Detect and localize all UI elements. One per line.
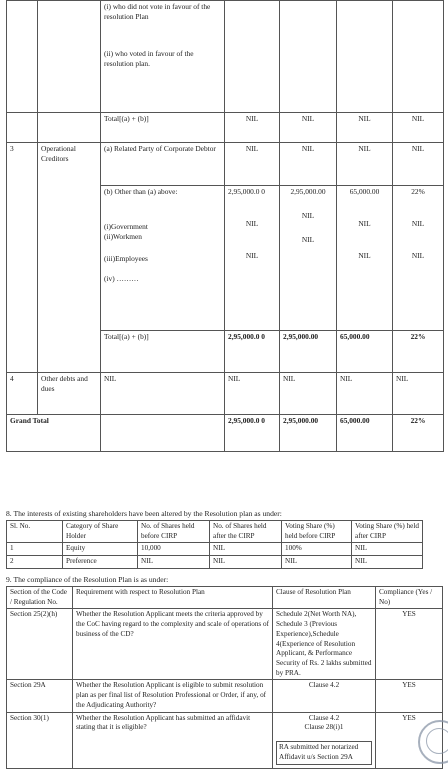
cell: NIL <box>393 113 444 143</box>
compliance-cell: YES <box>376 680 443 712</box>
table-row <box>7 186 444 331</box>
requirement-cell: Whether the Resolution Applicant has submitted an affidavit stating that it is eligible? <box>73 712 273 768</box>
table-row <box>7 143 444 186</box>
table-row <box>7 113 444 143</box>
table-row <box>7 1 444 113</box>
column-header: No. of Shares held before CIRP <box>138 521 210 543</box>
who-voted: (ii) who voted in favour of the resolution plan. <box>104 48 194 68</box>
cell: 100% <box>282 543 352 556</box>
clause-cell: Clause 4.2 <box>273 680 376 712</box>
cell: 2 <box>7 556 63 569</box>
cell: NIL <box>282 556 352 569</box>
grand-total-label: Grand Total <box>7 415 101 452</box>
seal-inner-ring <box>426 728 448 754</box>
table-row <box>7 543 423 556</box>
table-row <box>7 712 443 768</box>
column-header: Category of Share Holder <box>63 521 138 543</box>
grand-total-row <box>7 415 444 452</box>
cell: 2,95,000.0 0 <box>228 187 265 196</box>
cell: NIL <box>358 250 371 260</box>
cell: 2,95,000.0 0 <box>225 415 280 452</box>
sl-number: 4 <box>7 373 38 415</box>
cell: 22% <box>393 331 444 373</box>
table-header-row <box>7 521 423 543</box>
compliance-cell: YES <box>376 609 443 680</box>
shareholders-table <box>6 520 423 569</box>
cell: NIL <box>393 143 444 186</box>
cell: NIL <box>280 143 337 186</box>
column-header: Voting Share (%) held before CIRP <box>282 521 352 543</box>
creditors-table <box>6 0 444 452</box>
cell: 65,000.00 <box>349 187 380 196</box>
sub-item: (i)Government <box>104 221 148 231</box>
related-party-label: (a) Related Party of Corporate Debtor <box>101 143 225 186</box>
section-cell: Section 30(1) <box>7 712 73 768</box>
cell: NIL <box>210 556 282 569</box>
cell: NIL <box>301 234 315 244</box>
cell: NIL <box>337 143 393 186</box>
table-row <box>7 331 444 373</box>
table-row <box>7 680 443 712</box>
table-header-row <box>7 587 443 609</box>
clause-cell: Schedule 2(Net Worth NA), Schedule 3 (Previous Experience),Schedule 4(Experience of Resolution Applicant, & Performance Security of Rs. 2 lakhs submitted by PRA. <box>273 609 376 680</box>
cell: Preference <box>63 556 138 569</box>
column-header: Section of the Code / Regulation No. <box>7 587 73 609</box>
table-row <box>7 609 443 680</box>
cell: NIL <box>101 373 225 415</box>
cell: NIL <box>393 373 444 415</box>
sl-number: 3 <box>7 143 38 186</box>
section-cell: Section 25(2)(h) <box>7 609 73 680</box>
cell: NIL <box>301 210 315 220</box>
cell: 22% <box>393 415 444 452</box>
sub-item: (iii)Employees <box>104 253 148 263</box>
cell: 2,95,000.00 <box>290 187 326 196</box>
shareholders-caption: 8. The interests of existing shareholders have been altered by the Resolution plan as under: <box>6 509 282 518</box>
column-header: Clause of Resolution Plan <box>273 587 376 609</box>
compliance-caption: 9. The compliance of the Resolution Plan is as under: <box>6 575 169 584</box>
requirement-cell: Whether the Resolution Applicant meets the criteria approved by the CoC having regard to the complexity and scale of operations of business of the CD? <box>73 609 273 680</box>
table-row <box>7 373 444 415</box>
section-cell: Section 29A <box>7 680 73 712</box>
who-did-not-vote: (i) who did not vote in favour of the resolution Plan <box>104 2 211 21</box>
clause-cell: Clause 28(i)1 <box>304 723 344 732</box>
cell: 2,95,000.0 0 <box>225 331 280 373</box>
column-header: Voting Share (%) held after CIRP <box>352 521 423 543</box>
total-label: Total[(a) + (b)] <box>101 331 225 373</box>
cell: NIL <box>225 113 280 143</box>
cell: NIL <box>352 556 423 569</box>
other-than-label: (b) Other than (a) above: <box>104 187 178 196</box>
cell: NIL <box>280 373 337 415</box>
cell: 2,95,000.00 <box>280 331 337 373</box>
creditor-category: Other debts and dues <box>38 373 101 415</box>
cell: NIL <box>245 250 259 260</box>
clause-cell: Clause 4.2 <box>308 713 340 722</box>
cell: 65,000.00 <box>337 415 393 452</box>
table-row <box>7 556 423 569</box>
column-header: No. of Shares held after the CIRP <box>210 521 282 543</box>
cell: 1 <box>7 543 63 556</box>
cell: NIL <box>225 373 280 415</box>
cell: NIL <box>411 250 425 260</box>
cell: NIL <box>210 543 282 556</box>
total-label: Total[(a) + (b)] <box>101 113 225 143</box>
cell: 10,000 <box>138 543 210 556</box>
cell: NIL <box>337 373 393 415</box>
sub-item: (iv) ……… <box>104 273 139 283</box>
cell: NIL <box>225 143 280 186</box>
cell: NIL <box>245 218 259 228</box>
cell: 2,95,000.00 <box>280 415 337 452</box>
compliance-table <box>6 586 443 769</box>
sub-item: (ii)Workmen <box>104 231 142 241</box>
column-header: Requirement with respect to Resolution Plan <box>73 587 273 609</box>
cell: NIL <box>352 543 423 556</box>
cell: 22% <box>411 187 425 196</box>
cell: NIL <box>411 218 425 228</box>
cell: NIL <box>280 113 337 143</box>
cell: NIL <box>358 218 371 228</box>
compliance-cell: YES <box>376 712 443 768</box>
column-header: Compliance (Yes / No) <box>376 587 443 609</box>
clause-note: RA submitted her notarized Affidavit u/s Section 29A <box>276 741 372 764</box>
cell: NIL <box>337 113 393 143</box>
cell: Equity <box>63 543 138 556</box>
cell: NIL <box>138 556 210 569</box>
requirement-cell: Whether the Resolution Applicant is eligible to submit resolution plan as per final list of Resolution Professional or Order, if any, of the Adjudicating Authority? <box>73 680 273 712</box>
cell: 65,000.00 <box>337 331 393 373</box>
creditor-category: Operational Creditors <box>38 143 101 186</box>
column-header: Sl. No. <box>7 521 63 543</box>
